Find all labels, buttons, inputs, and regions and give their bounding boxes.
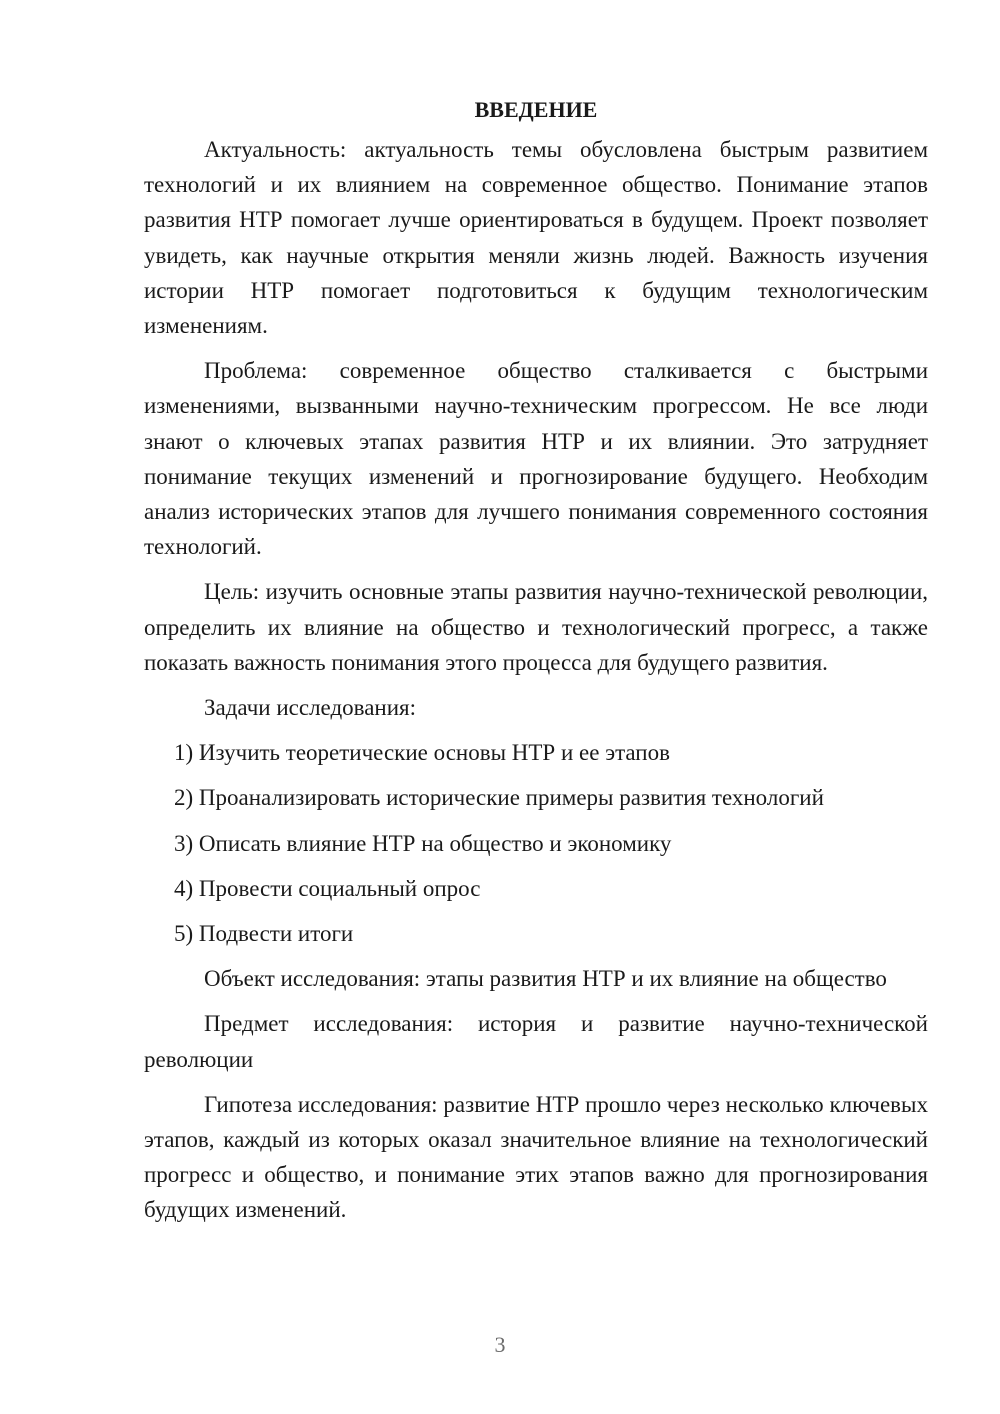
page-title: ВВЕДЕНИЕ [474, 97, 598, 122]
problem-paragraph: Проблема: современное общество сталкивается с быстрыми изменениями, вызванными научно-техническим прогрессом. Не все люди знают о ключевых этапах развития НТР и их влиянии. Это затрудняет понимание текущих изменений и прогнозирование будущего. Необходим анализ исторических этапов для лучшего понимания современного состояния технологий. [144, 358, 928, 560]
document-page [144, 92, 928, 1238]
list-item: 1) Изучить теоретические основы НТР и ее этапов [174, 740, 670, 766]
subject-paragraph: Предмет исследования: история и развитие научно-технической революции [144, 1011, 928, 1072]
list-item: 2) Проанализировать исторические примеры развития технологий [174, 785, 824, 811]
list-item: 4) Провести социальный опрос [174, 875, 481, 901]
page-number: 3 [494, 1332, 506, 1357]
relevance-paragraph: Актуальность: актуальность темы обусловлена быстрым развитием технологий и их влиянием на современное общество. Понимание этапов развития НТР помогает лучше ориентироваться в будущем. Проект позволяет увидеть, как научные открытия меняли жизнь людей. Важность изучения истории НТР помогает подготовиться к будущим технологическим изменениям. [144, 137, 928, 339]
object-paragraph: Объект исследования: этапы развития НТР и их влияние на общество [204, 966, 887, 992]
list-item: 3) Описать влияние НТР на общество и экономику [174, 830, 672, 856]
tasks-heading: Задачи исследования: [204, 695, 417, 721]
goal-paragraph: Цель: изучить основные этапы развития научно-технической революции, определить их влияние на общество и технологический прогресс, а также показать важность понимания этого процесса для будущего развития. [144, 579, 928, 675]
hypothesis-paragraph: Гипотеза исследования: развитие НТР прошло через несколько ключевых этапов, каждый из которых оказал значительное влияние на технологический прогресс и общество, и понимание этих этапов важно для прогнозирования будущих изменений. [144, 1091, 928, 1223]
list-item: 5) Подвести итоги [174, 921, 354, 947]
tasks-list [144, 735, 928, 951]
